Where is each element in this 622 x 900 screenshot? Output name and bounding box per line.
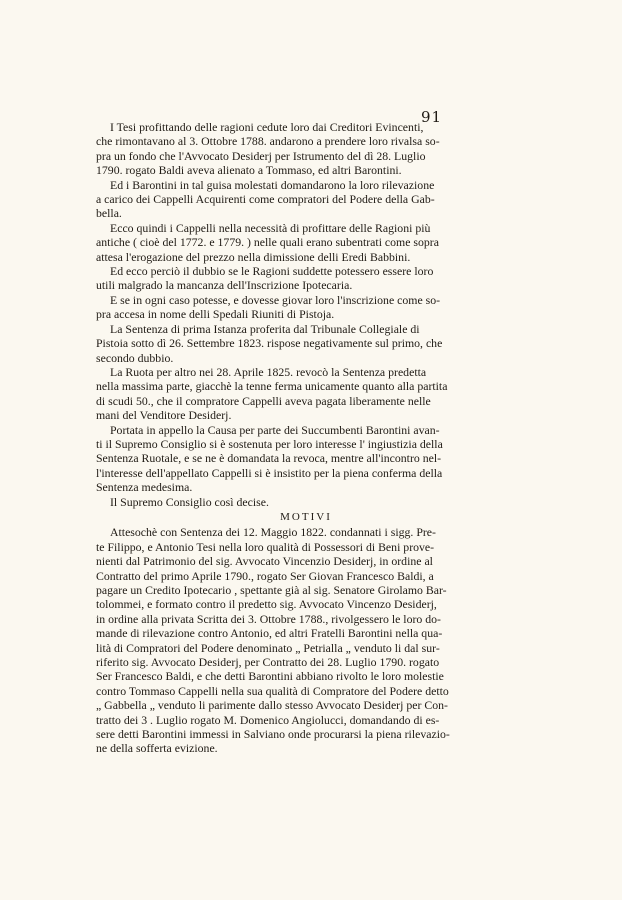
text-line: in ordine alla privata Scritta dei 3. Ottobre 1788., rivolgessero le loro do- (96, 611, 441, 626)
text-line: ti il Supremo Consiglio si è sostenuta per loro interesse l' ingiustizia della (96, 436, 443, 451)
text-line: pagare un Credito Ipotecario , spettante già al sig. Senatore Girolamo Bar- (96, 583, 447, 597)
text-line: a carico dei Cappelli Acquirenti come compratori del Podere della Gab- (96, 192, 435, 207)
text-line: Portata in appello la Causa per parte dei Succumbenti Barontini avan- (110, 422, 440, 437)
text-line: Attesochè con Sentenza dei 12. Maggio 1822. condannati i sigg. Pre- (110, 525, 436, 540)
text-line: attesa l'erogazione del prezzo nella dimissione delli Eredi Babbini. (96, 249, 411, 264)
page-number: 91 (421, 108, 443, 126)
text-line: mani del Venditore Desiderj. (96, 408, 232, 423)
text-line: Ed i Barontini in tal guisa molestati domandarono la loro rilevazione (110, 177, 435, 192)
text-line: E se in ogni caso potesse, e dovesse giovar loro l'inscrizione come so- (110, 292, 441, 307)
text-line: Sentenza medesima. (96, 480, 193, 495)
text-line: l'interesse dell'appellato Cappelli si è insistito per la piena conferma della (96, 465, 443, 480)
text-line: riferito sig. Avvocato Desiderj, per Contratto dei 28. Luglio 1790. rogato (96, 655, 440, 670)
text-line: Contratto del primo Aprile 1790., rogato Ser Giovan Francesco Baldi, a (96, 568, 434, 583)
text-line: 1790. rogato Baldi aveva alienato a Tommaso, ed altri Barontini. (96, 163, 402, 178)
text-line: Ser Francesco Baldi, e che detti Barontini abbiano rivolto le loro molestie (96, 669, 444, 684)
text-line: La Ruota per altro nei 28. Aprile 1825. revocò la Sentenza predetta (110, 364, 427, 379)
text-line: I Tesi profittando delle ragioni cedute loro dai Creditori Evincenti, (110, 120, 424, 134)
text-line: utili malgrado la mancanza dell'Inscrizione Ipotecaria. (96, 278, 353, 293)
text-line: nella massima parte, giacchè la tenne ferma unicamente quanto alla partita (96, 379, 448, 394)
text-line: di scudi 50., che il compratore Cappelli aveva pagata liberamente nelle (96, 393, 431, 408)
text-line: bella. (96, 206, 122, 221)
text-line: Pistoia sotto dì 26. Settembre 1823. rispose negativamente sul primo, che (96, 336, 443, 351)
text-line: che rimontavano al 3. Ottobre 1788. andarono a prendere loro rivalsa so- (96, 134, 440, 149)
text-line: sere detti Barontini immessi in Salviano onde procurarsi la piena rilevazio- (96, 727, 450, 742)
text-line: pra accesa in nome delli Spedali Riuniti di Pistoja. (96, 307, 335, 322)
body-text (96, 120, 516, 756)
text-line: te Filippo, e Antonio Tesi nella loro qualità di Possessori di Beni prove- (96, 539, 435, 554)
text-line: La Sentenza di prima Istanza proferita dal Tribunale Collegiale di (110, 321, 420, 336)
text-line: Sentenza Ruotale, e se ne è domandata la revoca, mentre all'incontro nel- (96, 451, 442, 466)
text-line: secondo dubbio. (96, 350, 174, 365)
section-heading: MOTIVI (280, 510, 332, 523)
text-line: Ecco quindi i Cappelli nella necessità di profittare delle Ragioni più (110, 220, 431, 235)
text-line: pra un fondo che l'Avvocato Desiderj per Istrumento del dì 28. Luglio (96, 148, 426, 163)
text-line: Il Supremo Consiglio così decise. (110, 494, 269, 509)
text-line: antiche ( cioè del 1772. e 1779. ) nelle quali erano subentrati come sopra (96, 235, 439, 250)
text-line: ne della sofferta evizione. (96, 741, 218, 756)
text-line: tratto dei 3 . Luglio rogato M. Domenico Angiolucci, domandando di es- (96, 712, 440, 727)
text-line: nienti dal Patrimonio del sig. Avvocato Vincenzio Desiderj, in ordine al (96, 554, 433, 569)
text-line: Ed ecco perciò il dubbio se le Ragioni suddette potessero essere loro (110, 264, 434, 279)
text-line: contro Tommaso Cappelli nella sua qualità di Compratore del Podere detto (96, 683, 449, 698)
text-line: tolommei, e formato contro il predetto sig. Avvocato Vincenzo Desiderj, (96, 597, 437, 612)
text-line: „ Gabbella „ venduto li parimente dallo stesso Avvocato Desiderj per Con- (96, 698, 448, 713)
text-line: mande di rilevazione contro Antonio, ed altri Fratelli Barontini nella qua- (96, 626, 443, 641)
text-line: lità di Compratori del Podere denominato „ Petrialla „ venduto li dal sur- (96, 640, 440, 655)
